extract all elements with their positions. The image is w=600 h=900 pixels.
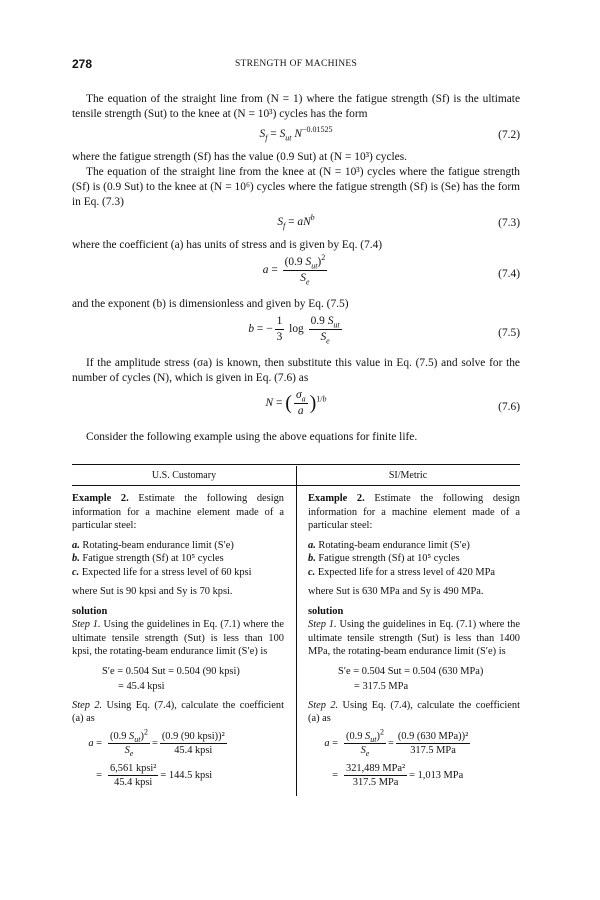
step-2-text: Using Eq. (7.4), calculate the coefficient (a) as bbox=[308, 699, 520, 724]
equation-number: (7.5) bbox=[498, 327, 520, 339]
result-value: = 1,013 MPa bbox=[409, 769, 464, 781]
coefficient-result: = $\frac{\text{321,489 MPa²}}{\text{317.5 MPa}}$ = 1,013 MPa bbox=[332, 762, 464, 788]
step-1-text: Using the guidelines in Eq. (7.1) where the ultimate tensile strength (Sut) is less than 1400 MPa, the rotating-beam endurance limit (S′e) is bbox=[308, 619, 520, 657]
example-text: Estimate the following design information for a machine element made of a particular steel: bbox=[72, 493, 284, 531]
item-c-text: Expected life for a stress level of 60 kpsi bbox=[81, 566, 252, 578]
equation-7-3 bbox=[72, 212, 520, 234]
step-1-text: Using the guidelines in Eq. (7.1) where the ultimate tensile strength (Sut) is less than 100 kpsi, the rotating-beam endurance limit (S′e) is bbox=[72, 619, 284, 657]
example-label: Example 2. bbox=[308, 493, 365, 504]
calc-endurance: S′e = 0.504 Sut = 0.504 (90 kpsi) bbox=[102, 665, 240, 677]
table-columns bbox=[72, 486, 520, 790]
step-2-label: Step 2. bbox=[72, 699, 103, 711]
example-statement bbox=[308, 492, 520, 533]
equation-7-5-body: b = − $\frac{1}{3}$ log $\frac{0.9 S_{ut}}{S_e}$ bbox=[248, 315, 340, 346]
equation-number: (7.2) bbox=[498, 129, 520, 141]
solution-label: solution bbox=[72, 605, 108, 617]
column-divider bbox=[296, 466, 297, 796]
page-number: 278 bbox=[72, 57, 93, 71]
equation-7-6-body: N = ( $\frac{\sigma_a}{a}$ )$^{1/b}$ bbox=[265, 389, 327, 417]
item-b-text: Fatigue strength (Sf) at 10⁵ cycles bbox=[82, 553, 224, 564]
equation-number: (7.4) bbox=[498, 268, 520, 280]
frac-numerator: 321,489 MPa² bbox=[346, 762, 406, 774]
list-item: b. Fatigue strength (Sf) at 10⁵ cycles bbox=[72, 553, 224, 564]
us-customary-column bbox=[72, 486, 296, 790]
list-item: a. Rotating-beam endurance limit (S′e) bbox=[72, 539, 234, 551]
page-header bbox=[72, 57, 520, 73]
column-header-si: SI/Metric bbox=[388, 469, 428, 481]
result-value: = 144.5 kpsi bbox=[160, 769, 213, 781]
coefficient-result: = $\frac{\text{6,561 kpsi²}}{\text{45.4 kpsi}}$ = 144.5 kpsi bbox=[96, 762, 213, 788]
equation-number: (7.3) bbox=[498, 217, 520, 229]
step-2-text: Using Eq. (7.4), calculate the coefficient (a) as bbox=[72, 699, 284, 724]
step-1 bbox=[308, 618, 520, 659]
step-2 bbox=[72, 699, 284, 726]
example-table bbox=[72, 464, 520, 790]
equation-7-2 bbox=[72, 124, 520, 146]
solution-label: solution bbox=[308, 605, 344, 617]
paragraph-5: and the exponent (b) is dimensionless and given by Eq. (7.5) bbox=[72, 298, 349, 310]
equation-7-2-body: $S_f = S_{ut}$ $N^{-0.01525}$ bbox=[259, 125, 333, 143]
si-metric-column bbox=[296, 486, 520, 790]
equation-number: (7.6) bbox=[498, 401, 520, 413]
step-1 bbox=[72, 618, 284, 659]
frac-numerator: (0.9 (630 MPa))² bbox=[397, 730, 469, 742]
list-item: b. Fatigue strength (Sf) at 10⁵ cycles bbox=[308, 553, 460, 564]
paragraph-7: Consider the following example using the above equations for finite life. bbox=[86, 431, 418, 443]
frac-numerator: (0.9 (90 kpsi))² bbox=[161, 730, 225, 742]
equation-7-5 bbox=[72, 314, 520, 352]
step-2-label: Step 2. bbox=[308, 699, 339, 711]
given-values: where Sut is 630 MPa and Sy is 490 MPa. bbox=[308, 586, 484, 597]
calc-endurance-result: = 317.5 MPa bbox=[354, 681, 409, 692]
item-c-text: Expected life for a stress level of 420 MPa bbox=[317, 566, 495, 578]
main-text bbox=[72, 92, 520, 445]
coefficient-equation: a = $\frac{(0.9 S_{ut})^2}{S_e}$ = $\frac{\text{(0.9 (90 kpsi))²}}{\text{45.4 kpsi}}$ bbox=[88, 727, 225, 759]
equation-7-4-body: a = $\frac{(0.9 S_{ut})^2}{S_e}$ bbox=[262, 253, 326, 287]
list-item: a. Rotating-beam endurance limit (S′e) bbox=[308, 539, 470, 551]
paragraph-1: The equation of the straight line from (N = 1) where the fatigue strength (Sf) is the ultimate tensile strength (Sut) to the knee at (N = 10³) cycles has the form bbox=[72, 93, 520, 120]
paragraph-3: The equation of the straight line from the knee at (N = 10³) cycles where the fatigue strength (Sf) is (0.9 Sut) to the knee at (N = 10⁶) cycles where the fatigue strength (Sf) is (Se) has the form in Eq. (7.3) bbox=[72, 166, 520, 208]
item-a-text: Rotating-beam endurance limit (S′e) bbox=[82, 539, 234, 551]
frac-numerator: 6,561 kpsi² bbox=[110, 762, 157, 774]
equation-7-4 bbox=[72, 255, 520, 293]
example-label: Example 2. bbox=[72, 493, 129, 504]
frac-denominator: 45.4 kpsi bbox=[160, 743, 227, 758]
running-head: STRENGTH OF MACHINES bbox=[234, 59, 358, 69]
column-header-us: U.S. Customary bbox=[151, 469, 217, 481]
example-statement bbox=[72, 492, 284, 533]
paragraph-6: If the amplitude stress (σa) is known, then substitute this value in Eq. (7.5) and solve for the number of cycles (N), which is given in Eq. (7.6) as bbox=[72, 357, 520, 384]
coefficient-equation: a = $\frac{(0.9 S_{ut})^2}{S_e}$ = $\frac{\text{(0.9 (630 MPa))²}}{\text{317.5 MPa}}$ bbox=[324, 727, 469, 759]
calc-endurance-result: = 45.4 kpsi bbox=[118, 681, 165, 692]
frac-denominator: 317.5 MPa bbox=[344, 775, 407, 790]
equation-7-3-body: $S_f = aN^b$ bbox=[277, 213, 315, 231]
step-1-label: Step 1. bbox=[308, 619, 337, 630]
item-a-text: Rotating-beam endurance limit (S′e) bbox=[318, 539, 470, 551]
paragraph-2: where the fatigue strength (Sf) has the value (0.9 Sut) at (N = 10³) cycles. bbox=[72, 151, 408, 163]
list-item: c. Expected life for a stress level of 60 kpsi bbox=[72, 566, 252, 578]
given-values: where Sut is 90 kpsi and Sy is 70 kpsi. bbox=[72, 586, 233, 597]
equation-7-6 bbox=[72, 388, 520, 426]
frac-denominator: 317.5 MPa bbox=[396, 743, 470, 758]
frac-denominator: 45.4 kpsi bbox=[108, 775, 158, 790]
step-1-label: Step 1. bbox=[72, 619, 101, 630]
list-item: c. Expected life for a stress level of 420 MPa bbox=[308, 566, 495, 578]
step-2 bbox=[308, 699, 520, 726]
item-b-text: Fatigue strength (Sf) at 10⁵ cycles bbox=[318, 553, 460, 564]
example-text: Estimate the following design information for a machine element made of a particular steel: bbox=[308, 493, 520, 531]
paragraph-4: where the coefficient (a) has units of stress and is given by Eq. (7.4) bbox=[72, 239, 383, 251]
calc-endurance: S′e = 0.504 Sut = 0.504 (630 MPa) bbox=[338, 665, 484, 677]
